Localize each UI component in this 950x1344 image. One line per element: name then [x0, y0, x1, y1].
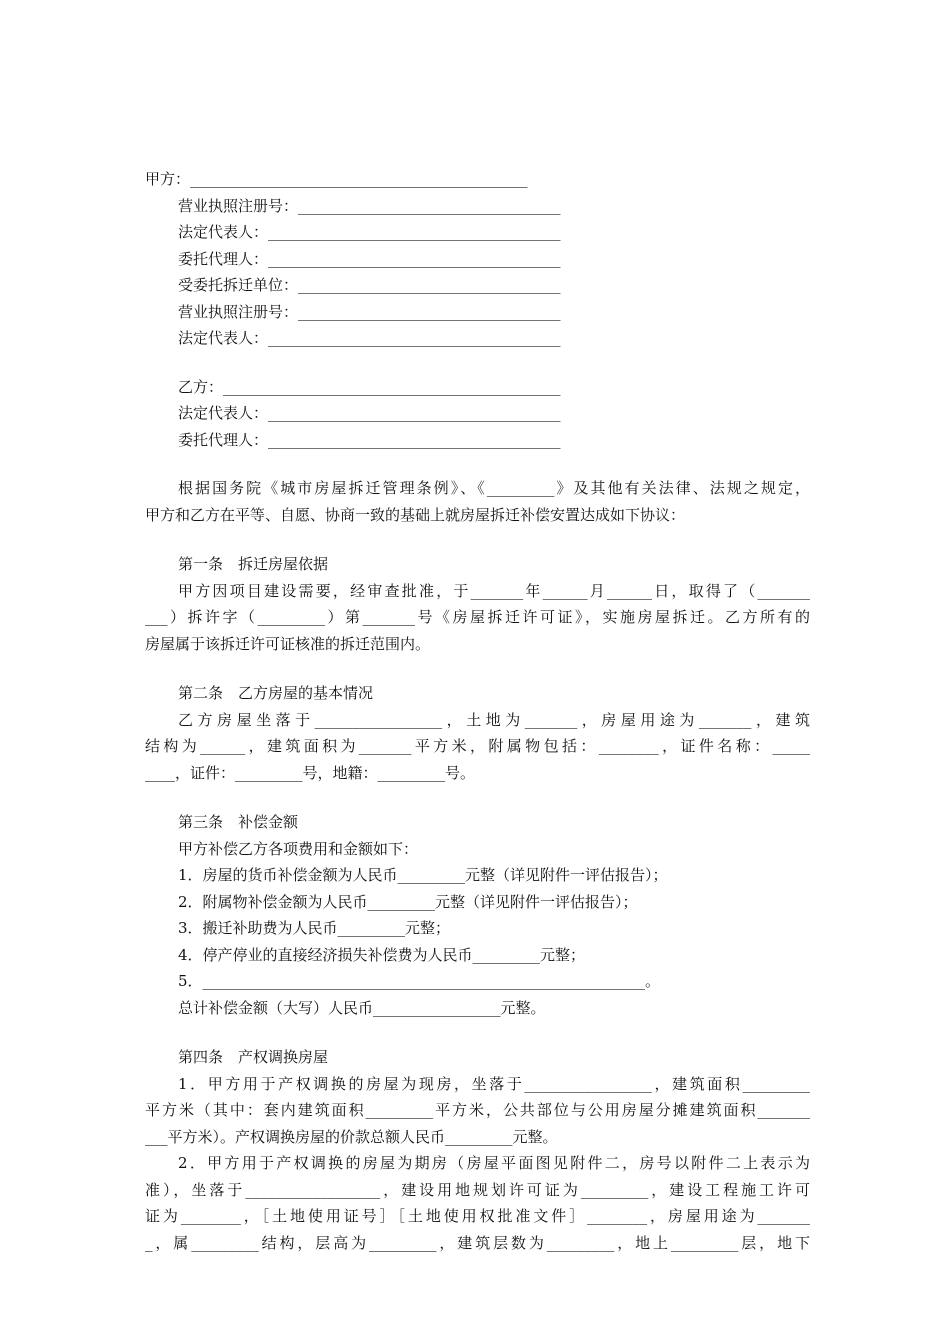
- article-1-title: 第一条 拆迁房屋依据: [178, 555, 329, 573]
- article-3-title: 第三条 补偿金额: [178, 813, 299, 831]
- spacer: [145, 1021, 810, 1044]
- article-3-intro: 甲方补偿乙方各项费用和金额如下：: [178, 839, 419, 858]
- spacer: [145, 453, 810, 475]
- preamble-line-1: 根据国务院《城市房屋拆迁管理条例》、《_________》及其他有关法律、法规之规定，: [178, 479, 810, 497]
- spacer: [145, 352, 810, 374]
- spacer: [145, 528, 810, 551]
- party-a-agent: 委托代理人：_______________________________________: [178, 249, 561, 268]
- spacer: [145, 657, 810, 680]
- party-a-legal-rep: 法定代表人：_______________________________________: [178, 223, 561, 241]
- party-b-label: 乙方：_____________________________________________: [178, 377, 561, 396]
- preamble-line-2: 甲方和乙方在平等、自愿、协商一致的基础上就房屋拆迁补偿安置达成如下协议：: [145, 505, 686, 524]
- entrusted-unit: 受委托拆迁单位：___________________________________: [178, 276, 561, 294]
- article-4-p1-line-2: 平方米（其中：套内建筑面积_________平方米，公共部位与公用房屋分摊建筑面积_______: [145, 1101, 810, 1119]
- entrusted-legal-rep: 法定代表人：_______________________________________: [178, 329, 561, 347]
- article-4-p2-line-4: _，属_________结构，层高为_________，建筑层数为_________，地上_________层，地下: [145, 1233, 810, 1252]
- article-3-item-1: 1．房屋的货币补偿金额为人民币_________元整（详见附件一评估报告）；: [178, 866, 668, 884]
- entrusted-license-no: 营业执照注册号：___________________________________: [178, 302, 561, 321]
- article-4-p2-line-1: 2．甲方用于产权调换的房屋为期房（房屋平面图见附件二，房号以附件二上表示为: [178, 1154, 810, 1172]
- article-1-line-2: ___）拆许字（_________）第_______号《房屋拆迁许可证》，实施房屋拆迁。乙方所有的: [145, 608, 810, 626]
- article-3-item-5: 5．___________________________________________________________。: [178, 972, 661, 990]
- party-b-legal-rep: 法定代表人：_______________________________________: [178, 404, 561, 422]
- party-a-license-no: 营业执照注册号：___________________________________: [178, 196, 561, 215]
- article-3-item-2: 2．附属物补偿金额为人民币_________元整（详见附件一评估报告）；: [178, 892, 638, 911]
- article-2-title: 第二条 乙方房屋的基本情况: [178, 684, 374, 702]
- party-a-label: 甲方：_____________________________________________: [145, 170, 528, 188]
- spacer: [145, 786, 810, 809]
- article-1-line-1: 甲方因项目建设需要，经审查批准，于_______年______月______日，取得了（_______: [178, 581, 810, 600]
- article-3-item-4: 4．停产停业的直接经济损失补偿费为人民币_________元整；: [178, 945, 586, 964]
- article-2-line-1: 乙方房屋坐落于_________________，土地为_______，房屋用途为_______，建筑: [178, 710, 810, 729]
- article-1-line-3: 房屋属于该拆迁许可证核准的拆迁范围内。: [145, 634, 431, 653]
- article-4-p2-line-3: 证为________，［土地使用证号］［土地使用权批准文件］________，房屋用途为_______: [145, 1207, 810, 1225]
- article-3-total: 总计补偿金额（大写）人民币_________________元整。: [178, 998, 546, 1017]
- article-2-line-3: ____，证件：_________号，地籍：_________号。: [145, 763, 476, 782]
- party-b-agent: 委托代理人：_______________________________________: [178, 430, 561, 449]
- article-4-title: 第四条 产权调换房屋: [178, 1048, 329, 1066]
- article-4-p1-line-3: ___平方米）。产权调换房屋的价款总额人民币_________元整。: [145, 1127, 558, 1146]
- article-4-p2-line-2: 准），坐落于__________________，建设用地规划许可证为_________，建设工程施工许可: [145, 1180, 810, 1199]
- contract-document: [145, 166, 810, 1256]
- article-2-line-2: 结构为______，建筑面积为_______平方米，附属物包括：________，证件名称：_____: [145, 737, 810, 755]
- article-4-p1-line-1: 1．甲方用于产权调换的房屋为现房，坐落于_________________，建筑面积_________: [178, 1074, 810, 1093]
- article-3-item-3: 3．搬迁补助费为人民币_________元整；: [178, 919, 451, 937]
